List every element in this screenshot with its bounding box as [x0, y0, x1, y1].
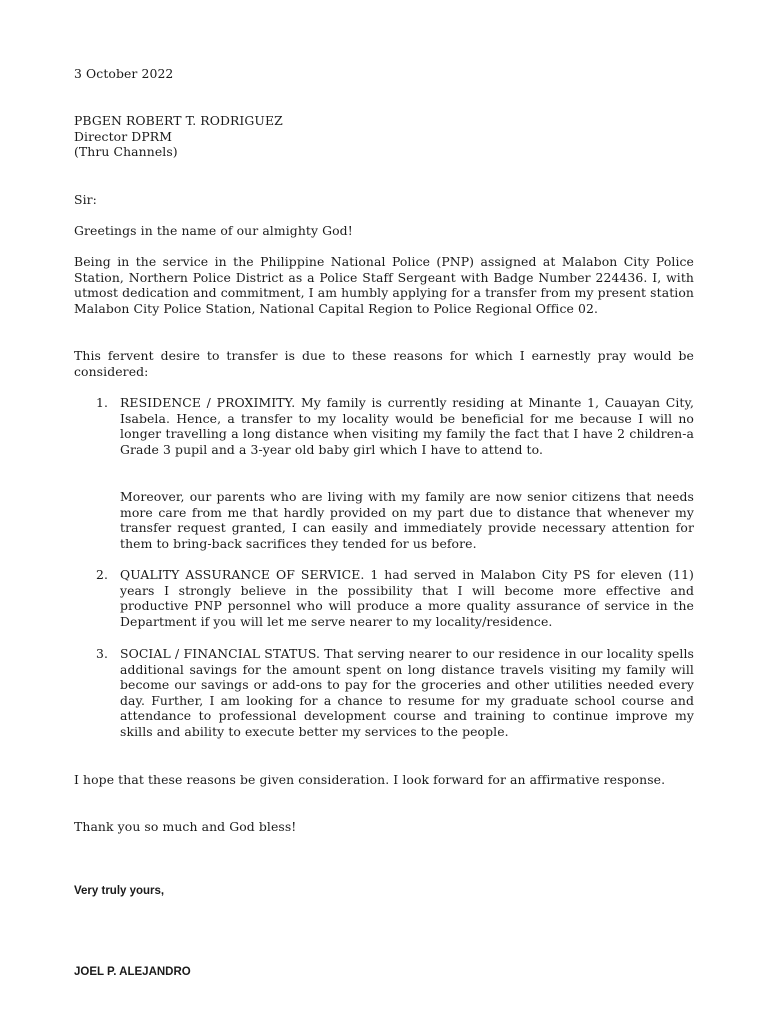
- signatory-name: JOEL P. ALEJANDRO: [74, 966, 191, 978]
- reason-continuation-block: [96, 489, 694, 551]
- intro-paragraph: Being in the service in the Philippine National Police (PNP) assigned at Malabon City Police Station, Northern Police District as a Police Staff Sergeant with Badge Number 224436. I, with utmost dedication and commitment, I am humbly applying for a transfer from my present station Malabon City Police Station, National Capital Region to Police Regional Office 02.: [74, 254, 694, 316]
- valediction: Very truly yours,: [74, 885, 165, 897]
- recipient-title: Director DPRM: [74, 128, 172, 144]
- greeting: Greetings in the name of our almighty God!: [74, 223, 353, 238]
- reason-quality-text: QUALITY ASSURANCE OF SERVICE. 1 had served in Malabon City PS for eleven (11) years I strongly believe in the possibility that I will become more effective and productive PNP personnel who will produce a more quality assurance of service in the Department if you will let me serve nearer to my locality/residence.: [120, 567, 694, 629]
- recipient-block: [74, 113, 694, 160]
- reasons-intro: This fervent desire to transfer is due to these reasons for which I earnestly pray would be considered:: [74, 348, 694, 379]
- reasons-list: [96, 395, 694, 457]
- reason-residence-text: RESIDENCE / PROXIMITY. My family is currently residing at Minante 1, Cauayan City, Isabela. Hence, a transfer to my locality would be beneficial for me because I will no longer travelling a long distance when visiting my family the fact that I have 2 children-a Grade 3 pupil and a 3-year old baby girl which I have to attend to.: [120, 395, 694, 457]
- list-item: [96, 395, 694, 457]
- salutation: Sir:: [74, 192, 97, 207]
- letter-date: 3 October 2022: [74, 66, 174, 81]
- reasons-list-3: [96, 646, 694, 740]
- list-item: [96, 567, 694, 629]
- thanks-line: Thank you so much and God bless!: [74, 819, 297, 834]
- list-number: 1.: [96, 395, 109, 410]
- closing-paragraph: I hope that these reasons be given consideration. I look forward for an affirmative response.: [74, 772, 666, 787]
- reasons-list-2: [96, 567, 694, 629]
- recipient-name: PBGEN ROBERT T. RODRIGUEZ: [74, 113, 283, 128]
- list-number: 2.: [96, 567, 109, 582]
- reason-financial-text: SOCIAL / FINANCIAL STATUS. That serving nearer to our residence in our locality spells additional savings for the amount spent on long distance travels visiting my family will become our savings or add-ons to pay for the groceries and other utilities needed every day. Further, I am looking for a chance to resume for my graduate school course and attendance to professional development course and training to continue improve my skills and ability to execute better my services to the people.: [120, 646, 694, 739]
- reason-residence-continuation: Moreover, our parents who are living with my family are now senior citizens that needs more care from me that hardly provided on my part due to distance that whenever my transfer request granted, I can easily and immediately provide necessary attention for them to bring-back sacrifices they tended for us before.: [120, 489, 694, 551]
- list-number: 3.: [96, 646, 109, 661]
- recipient-routing: (Thru Channels): [74, 144, 178, 160]
- list-item: [96, 646, 694, 740]
